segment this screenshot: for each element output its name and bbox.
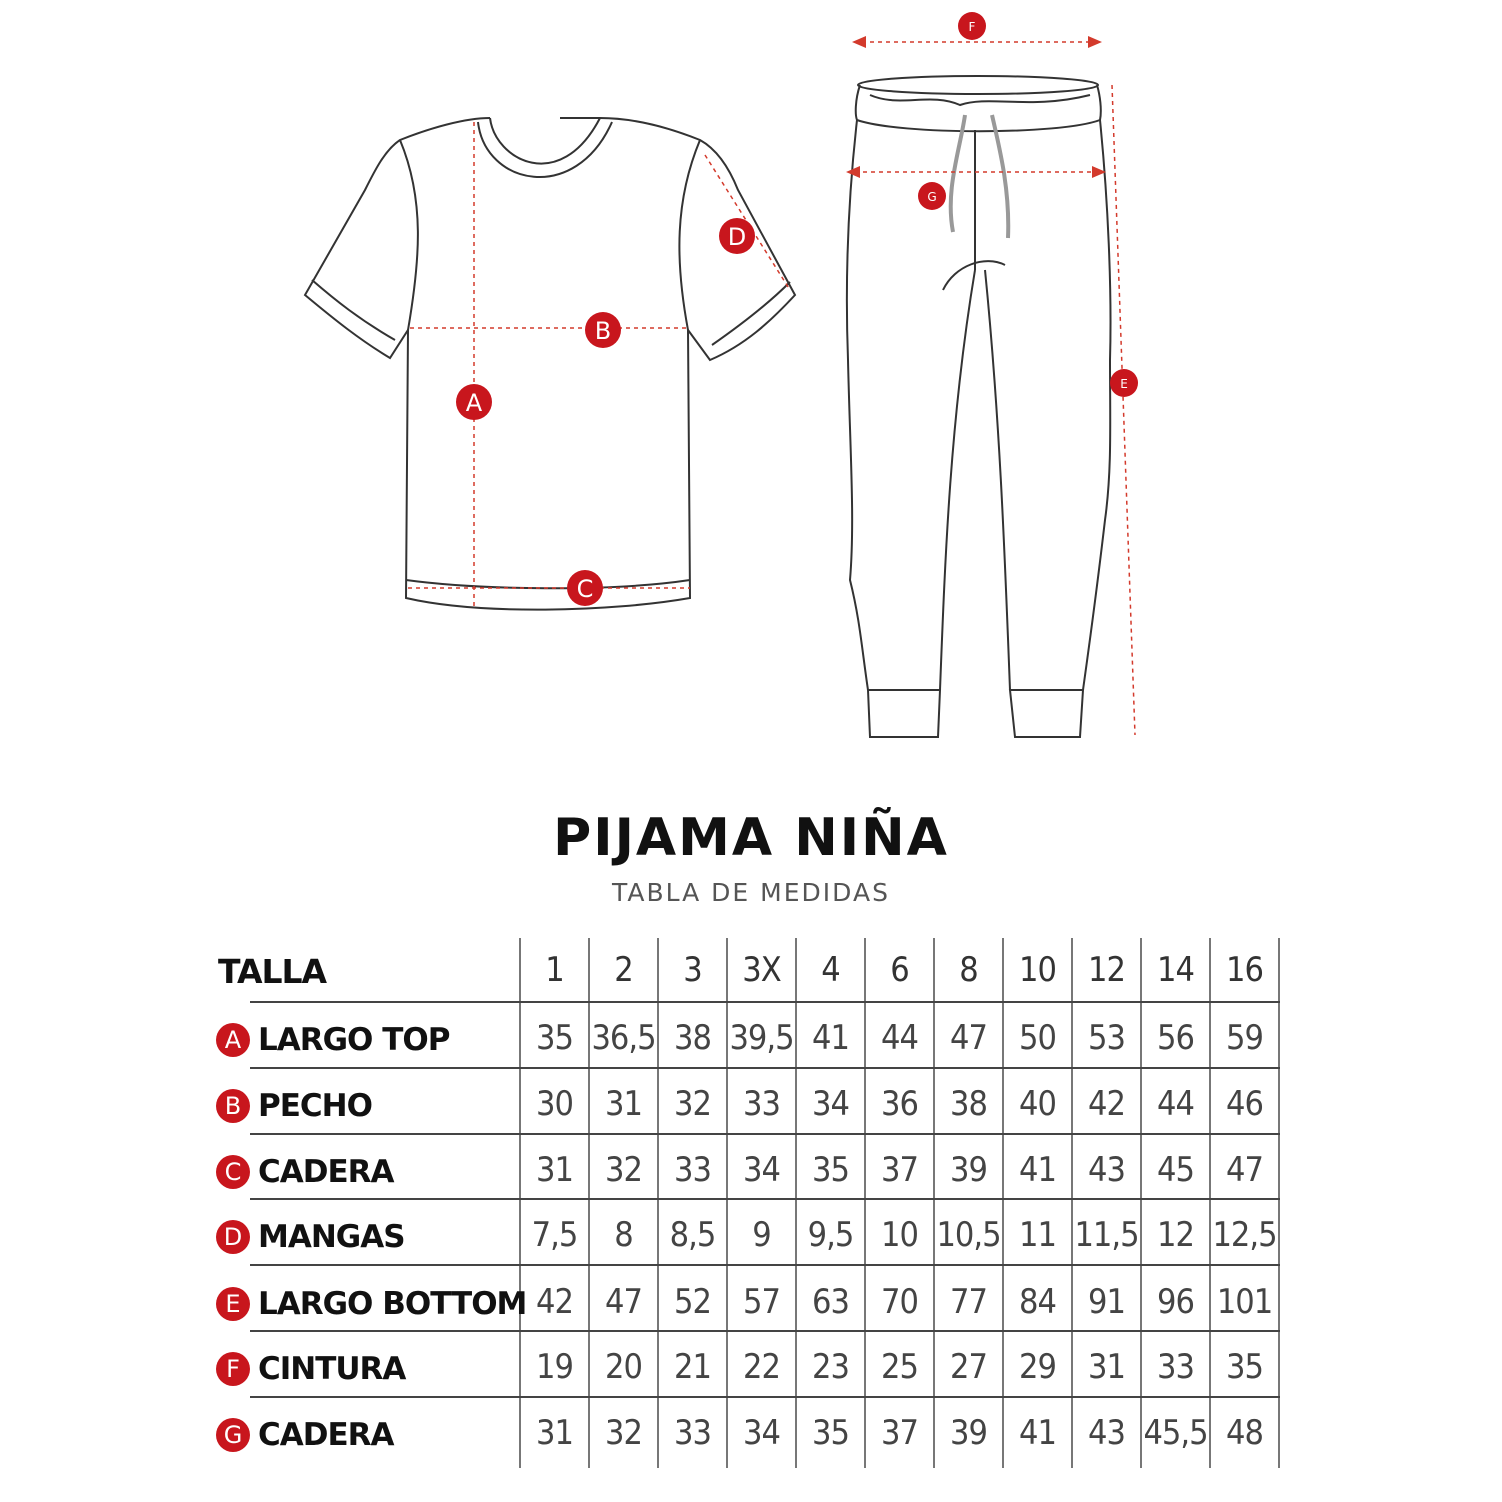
measurement-value: 41 — [1019, 1150, 1056, 1190]
measurement-value: 36,5 — [591, 1018, 656, 1058]
measurement-value: 43 — [1088, 1413, 1125, 1453]
measurement-value: 22 — [743, 1347, 780, 1387]
measurement-value: 30 — [536, 1084, 573, 1124]
size-header-label: TALLA — [218, 952, 327, 991]
measurement-value: 63 — [812, 1282, 849, 1322]
measurement-value: 77 — [950, 1282, 987, 1322]
measurement-value: 19 — [536, 1347, 573, 1387]
measurement-value: 11 — [1019, 1215, 1056, 1255]
badge-b: B — [594, 317, 612, 345]
measurement-badge: B — [216, 1089, 250, 1123]
measurement-badge: C — [216, 1155, 250, 1189]
measurement-value: 31 — [605, 1084, 642, 1124]
measurement-value: 101 — [1216, 1282, 1273, 1322]
measurement-value: 21 — [674, 1347, 711, 1387]
measurement-value: 70 — [881, 1282, 918, 1322]
measurement-value: 11,5 — [1074, 1215, 1139, 1255]
measurement-value: 36 — [881, 1084, 918, 1124]
size-header-cell: 6 — [890, 950, 909, 990]
measurement-name: PECHO — [258, 1088, 372, 1124]
measurement-value: 8,5 — [669, 1215, 716, 1255]
measurement-badge: F — [216, 1352, 250, 1386]
measurement-label — [216, 1411, 394, 1459]
size-header-cell: 12 — [1088, 950, 1125, 990]
badge-g-diagram: G — [927, 190, 937, 204]
measurement-value: 35 — [536, 1018, 573, 1058]
measurement-value: 56 — [1157, 1018, 1194, 1058]
measurement-value: 38 — [674, 1018, 711, 1058]
measurement-value: 7,5 — [531, 1215, 578, 1255]
measurement-value: 42 — [1088, 1084, 1125, 1124]
measurement-badge: D — [216, 1220, 250, 1254]
measurement-badge: G — [216, 1418, 250, 1452]
size-header-cell: 2 — [614, 950, 633, 990]
measurement-name: LARGO TOP — [258, 1022, 450, 1058]
row-divider — [250, 1396, 1280, 1398]
measurement-value: 29 — [1019, 1347, 1056, 1387]
row-divider — [250, 1001, 1280, 1003]
row-divider — [250, 1330, 1280, 1332]
measurement-value: 9,5 — [807, 1215, 854, 1255]
measurement-value: 33 — [674, 1413, 711, 1453]
measurement-value: 44 — [881, 1018, 918, 1058]
measurement-label — [216, 1082, 372, 1130]
measurement-value: 35 — [812, 1150, 849, 1190]
size-header-cell: 4 — [821, 950, 840, 990]
measurement-value: 37 — [881, 1413, 918, 1453]
measurement-value: 12 — [1157, 1215, 1194, 1255]
measurement-value: 8 — [614, 1215, 633, 1255]
measurement-badge: A — [216, 1023, 250, 1057]
measurement-value: 38 — [950, 1084, 987, 1124]
badge-a: A — [465, 389, 483, 417]
measurement-value: 31 — [536, 1413, 573, 1453]
measurement-value: 57 — [743, 1282, 780, 1322]
measurement-value: 91 — [1088, 1282, 1125, 1322]
measurement-value: 31 — [1088, 1347, 1125, 1387]
size-header-cell: 1 — [545, 950, 564, 990]
measurement-value: 34 — [812, 1084, 849, 1124]
measurement-value: 33 — [743, 1084, 780, 1124]
measurement-name: CADERA — [258, 1154, 394, 1190]
measurement-value: 47 — [950, 1018, 987, 1058]
row-divider — [250, 1198, 1280, 1200]
measurement-value: 47 — [1226, 1150, 1263, 1190]
measurement-value: 33 — [674, 1150, 711, 1190]
measurement-value: 23 — [812, 1347, 849, 1387]
measurement-value: 53 — [1088, 1018, 1125, 1058]
measurement-value: 48 — [1226, 1413, 1263, 1453]
measurement-value: 50 — [1019, 1018, 1056, 1058]
page-title: PIJAMA NIÑA — [553, 808, 949, 868]
measurement-value: 45,5 — [1143, 1413, 1208, 1453]
measurement-value: 33 — [1157, 1347, 1194, 1387]
measurement-value: 39 — [950, 1150, 987, 1190]
measurement-value: 43 — [1088, 1150, 1125, 1190]
measurement-value: 40 — [1019, 1084, 1056, 1124]
measurement-label — [216, 1148, 394, 1196]
measurement-label — [216, 1016, 449, 1064]
measurement-value: 39 — [950, 1413, 987, 1453]
measurement-badge: E — [216, 1287, 250, 1321]
measurement-value: 34 — [743, 1150, 780, 1190]
size-header-cell: 3X — [742, 950, 781, 990]
measurement-value: 45 — [1157, 1150, 1194, 1190]
badge-c: C — [576, 575, 594, 603]
measurement-value: 27 — [950, 1347, 987, 1387]
measurement-value: 25 — [881, 1347, 918, 1387]
measurement-value: 10,5 — [936, 1215, 1001, 1255]
size-header-cell: 14 — [1157, 950, 1194, 990]
measurement-value: 12,5 — [1212, 1215, 1277, 1255]
measurement-label — [216, 1345, 405, 1393]
measurement-label — [216, 1280, 526, 1328]
measurement-value: 32 — [605, 1150, 642, 1190]
measurement-label — [216, 1213, 405, 1261]
badge-f-diagram: F — [968, 20, 976, 34]
measurement-name: CINTURA — [258, 1351, 406, 1387]
badge-d: D — [727, 223, 747, 251]
measurement-value: 59 — [1226, 1018, 1263, 1058]
measurement-value: 31 — [536, 1150, 573, 1190]
measurement-value: 39,5 — [729, 1018, 794, 1058]
measurement-value: 96 — [1157, 1282, 1194, 1322]
measurement-value: 41 — [812, 1018, 849, 1058]
measurement-value: 35 — [812, 1413, 849, 1453]
badge-e-diagram: E — [1120, 377, 1128, 391]
row-divider — [250, 1067, 1280, 1069]
measurement-value: 32 — [605, 1413, 642, 1453]
measurement-name: MANGAS — [258, 1219, 405, 1255]
measurement-value: 10 — [881, 1215, 918, 1255]
measurement-value: 41 — [1019, 1413, 1056, 1453]
size-header-cell: 16 — [1226, 950, 1263, 990]
row-divider — [250, 1133, 1280, 1135]
measurement-value: 44 — [1157, 1084, 1194, 1124]
measurement-value: 84 — [1019, 1282, 1056, 1322]
size-header-cell: 8 — [959, 950, 978, 990]
measurement-value: 34 — [743, 1413, 780, 1453]
measurement-name: LARGO BOTTOM — [258, 1286, 527, 1322]
measurement-name: CADERA — [258, 1417, 394, 1453]
measurement-value: 32 — [674, 1084, 711, 1124]
measurement-value: 9 — [752, 1215, 771, 1255]
size-header-cell: 10 — [1019, 950, 1056, 990]
measurement-value: 20 — [605, 1347, 642, 1387]
measurement-value: 47 — [605, 1282, 642, 1322]
page-subtitle: TABLA DE MEDIDAS — [612, 878, 890, 907]
measurement-value: 52 — [674, 1282, 711, 1322]
row-divider — [250, 1264, 1280, 1266]
measurement-value: 42 — [536, 1282, 573, 1322]
measurement-value: 37 — [881, 1150, 918, 1190]
measurement-value: 46 — [1226, 1084, 1263, 1124]
size-header-cell: 3 — [683, 950, 702, 990]
measurement-value: 35 — [1226, 1347, 1263, 1387]
